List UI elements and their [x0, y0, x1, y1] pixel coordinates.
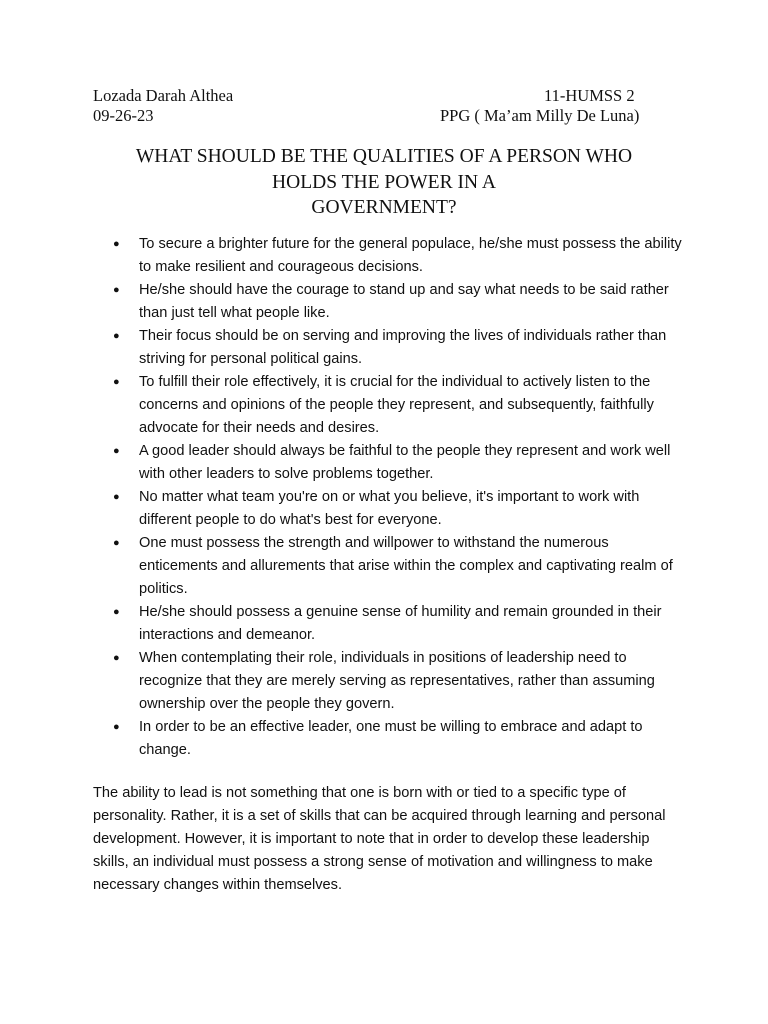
list-item [113, 279, 688, 325]
bullet-icon: ● [113, 376, 120, 388]
list-item [113, 233, 688, 279]
bullet-icon: ● [113, 606, 120, 618]
list-item-text: No matter what team you're on or what you believe, it's important to work with different people to do what's best for everyone. [139, 489, 640, 528]
title-line-2: HOLDS THE POWER IN A [272, 171, 496, 193]
document-date: 09-26-23 [93, 106, 154, 125]
bullet-icon: ● [113, 238, 120, 250]
subject-teacher: PPG ( Ma’am Milly De Luna) [440, 106, 640, 125]
list-item [113, 440, 688, 486]
document-title [80, 144, 688, 221]
bullet-icon: ● [113, 284, 120, 296]
list-item-text: In order to be an effective leader, one must be willing to embrace and adapt to change. [139, 719, 643, 758]
student-name: Lozada Darah Althea [93, 86, 234, 105]
title-line-1: WHAT SHOULD BE THE QUALITIES OF A PERSON WHO [135, 146, 633, 167]
list-item-text: To fulfill their role effectively, it is crucial for the individual to actively listen to the concerns and opinions of the people they represent, and subsequently, faithfully advocate for their needs and desires. [139, 374, 654, 436]
list-item-text: A good leader should always be faithful to the people they represent and work well with other leaders to solve problems together. [139, 443, 671, 482]
list-item [113, 532, 688, 601]
list-item [113, 371, 688, 440]
bullet-icon: ● [113, 721, 120, 733]
list-item-text: Their focus should be on serving and improving the lives of individuals rather than striving for personal political gains. [139, 328, 667, 367]
list-item-text: He/she should have the courage to stand up and say what needs to be said rather than just tell what people like. [139, 282, 669, 321]
bullet-icon: ● [113, 491, 120, 503]
header-row-2 [93, 106, 673, 126]
bullet-icon: ● [113, 537, 120, 549]
bullet-icon: ● [113, 445, 120, 457]
list-item [113, 647, 688, 716]
conclusion-paragraph: The ability to lead is not something that one is born with or tied to a specific type of personality. Rather, it is a set of skills that can be acquired through learning and personal development. However, it is important to note that in order to develop these leadership skills, an individual must possess a strong sense of motivation and willingness to make necessary changes within themselves. [93, 785, 666, 893]
class-section: 11-HUMSS 2 [544, 86, 635, 105]
header-row-1 [93, 86, 673, 106]
list-item-text: One must possess the strength and willpower to withstand the numerous enticements and allurements that arise within the complex and captivating realm of politics. [139, 535, 673, 597]
list-item [113, 325, 688, 371]
title-line-3: GOVERNMENT? [311, 197, 457, 218]
bullet-icon: ● [113, 652, 120, 664]
list-item-text: To secure a brighter future for the general populace, he/she must possess the ability to make resilient and courageous decisions. [139, 236, 682, 275]
list-item [113, 486, 688, 532]
list-item [113, 716, 688, 762]
qualities-list [113, 233, 688, 762]
list-item [113, 601, 688, 647]
list-item-text: When contemplating their role, individuals in positions of leadership need to recognize that they are merely serving as representatives, rather than assuming ownership over the people they govern. [139, 650, 655, 712]
document-header [93, 86, 673, 126]
bullet-icon: ● [113, 330, 120, 342]
list-item-text: He/she should possess a genuine sense of humility and remain grounded in their interactions and demeanor. [139, 604, 662, 643]
